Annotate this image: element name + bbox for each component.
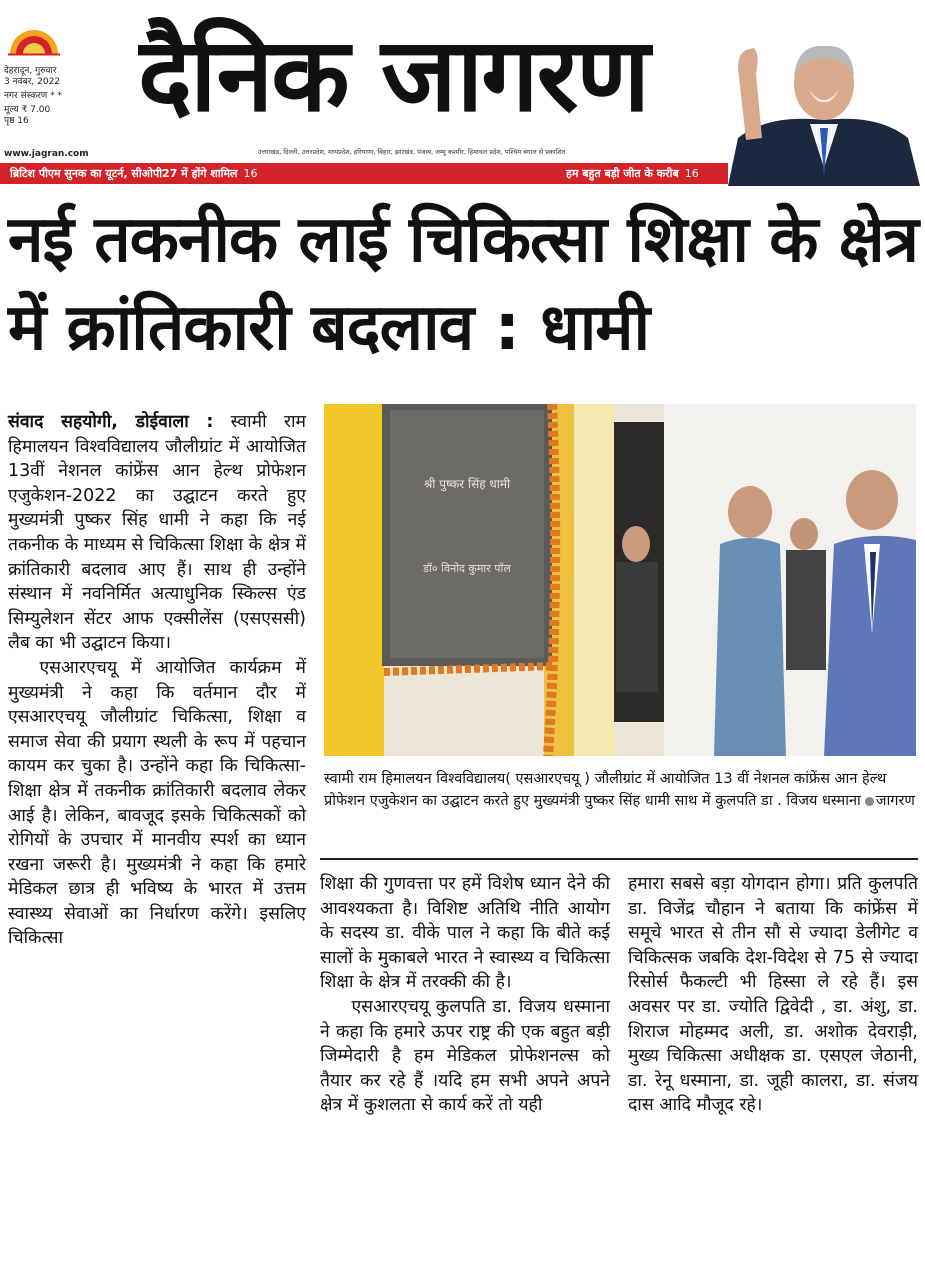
paragraph-text: स्वामी राम हिमालयन विश्वविद्यालय जौलीग्रांट में आयोजित 13वीं नेशनल कांफ्रेंस आन हेल्थ प्रोफेशन एजुकेशन-2022 का उद्घाटन करते हुए मुख्यमंत्री पुष्कर सिंह धामी ने कहा कि नई तकनीक के माध्यम से चिकित्सा शिक्षा के क्षेत्र में क्रांतिकारी बदलाव आए हैं। साथ ही उन्होंने संस्थान में नवनिर्मित अत्याधुनिक स्किल्स एंड सिम्युलेशन सेंटर आफ एक्सीलेंस (एसएससी) लैब का भी उद्घाटन किया।: [8, 412, 306, 654]
jagran-sun-logo: [6, 20, 62, 56]
price: मूल्य ₹ 7.00: [4, 105, 51, 115]
masthead-portrait-photo: [728, 28, 920, 186]
issue-date: 3 नवंबर, 2022: [4, 77, 61, 87]
column-divider: [320, 858, 918, 860]
teaser-left-text: ब्रिटिश पीएम सुनक का यूटर्न, सीओपी27 में होंगे शामिल: [10, 167, 238, 180]
teaser-right[interactable]: [566, 166, 699, 181]
photo-credit: जागरण: [875, 793, 915, 809]
teaser-left-page: 16: [243, 167, 258, 180]
paragraph: शिक्षा की गुणवत्ता पर हमें विशेष ध्यान देने की आवश्यकता है। विशिष्ट अतिथि नीति आयोग के सदस्य डा. वीके पाल ने कहा कि बीते कई सालों के मुकाबले भारत ने स्वास्थ्य व चिकित्सा शिक्षा के क्षेत्र में तरक्की की है।: [320, 874, 610, 993]
website-link[interactable]: www.jagran.com: [4, 149, 89, 159]
plaque-text-1: श्री पुष्कर सिंह धामी: [423, 477, 511, 491]
article-column-1: [8, 410, 306, 951]
page-count: पृष्ठ 16: [4, 116, 29, 126]
edition: नगर संस्करण * *: [4, 91, 63, 101]
paragraph: [8, 410, 306, 656]
photo-caption: [324, 768, 920, 812]
teaser-left[interactable]: [10, 166, 258, 181]
paragraph: एसआरएचयू में आयोजित कार्यक्रम में मुख्यमंत्री ने कहा कि वर्तमान दौर में एसआरएचयू जौलीग्रांट चिकित्सा, शिक्षा व समाज सेवा की प्रयाग स्थली के रूप में पहचान कायम कर चुका है। उन्होंने कहा कि चिकित्सा-शिक्षा क्षेत्र में तकनीक क्रांतिकारी बदलाव लेकर आई है। लेकिन, बावजूद इसके चिकित्सकों को रोगियों के उपचार में मानवीय स्पर्श का ध्यान रखना जरूरी है। मुख्यमंत्री ने कहा कि हमारे मेडिकल छात्र ही भविष्य के भारत में उत्तम स्वास्थ्य सेवाओं का निर्धारण करेंगे। इसलिए चिकित्सा: [8, 657, 306, 949]
dateline: संवाद सहयोगी, डोईवाला :: [8, 412, 214, 432]
city-day: देहरादून, गुरुवार: [4, 66, 57, 76]
article-column-2: [320, 872, 610, 1118]
publication-states: उत्तराखंड, दिल्ली, उत्तरप्रदेश, मध्यप्रदेश, हरियाणा, बिहार, झारखंड, पंजाब, जम्मू कश्मीर, हिमाचल प्रदेश, पश्चिम बंगाल से प्रकाशित: [258, 148, 566, 156]
paragraph: एसआरएचयू कुलपति डा. विजय धस्माना ने कहा कि हमारे ऊपर राष्ट्र की एक बहुत बड़ी जिम्मेदारी है हम मेडिकल प्रोफेशनल्स को तैयार कर रहे हैं ।यदि हम सभी अपने अपने क्षेत्र में कुशलता से कार्य करें तो यही: [320, 996, 610, 1116]
article-headline: नई तकनीक लाई चिकित्सा शिक्षा के क्षेत्र में क्रांतिकारी बदलाव : धामी: [8, 203, 918, 365]
teaser-right-text: हम बहुत बड़ी जीत के करीब: [566, 167, 679, 180]
plaque-text-2: डॉ० विनोद कुमार पॉल: [423, 562, 511, 575]
article-column-3: [628, 872, 918, 1118]
event-photo: [324, 404, 916, 756]
newspaper-title: दैनिक जागरण: [138, 16, 649, 135]
issue-meta: [4, 66, 134, 127]
paragraph: हमारा सबसे बड़ा योगदान होगा। प्रति कुलपति डा. विजेंद्र चौहान ने बताया कि कांफ्रेंस में समूचे भारत से तीन सौ से ज्यादा डेलीगेट व चिकित्सक जबकि देश-विदेश से 75 से ज्यादा रिसोर्स फैकल्टी भी हिस्सा ले रहे हैं। इस अवसर पर डा. ज्योति द्विवेदी , डा. अंशु, डा. शिराज मोहम्मद अली, डा. अशोक देवराड़ी, मुख्य चिकित्सा अधीक्षक डा. एसएल जेठानी, डा. रेनू धस्माना, डा. जूही कालरा, डा. संजय दास आदि मौजूद रहे।: [628, 874, 918, 1116]
credit-dot-icon: [865, 797, 874, 806]
teaser-right-page: 16: [684, 167, 699, 180]
caption-text: स्वामी राम हिमालयन विश्वविद्यालय( एसआरएचयू ) जौलीग्रांट में आयोजित 13 वीं नेशनल कांफ्रेंस आन हेल्थ प्रोफेशन एजुकेशन का उद्घाटन करते हुए मुख्यमंत्री पुष्कर सिंह धामी साथ में कुलपति डा . विजय धस्माना: [324, 771, 887, 809]
